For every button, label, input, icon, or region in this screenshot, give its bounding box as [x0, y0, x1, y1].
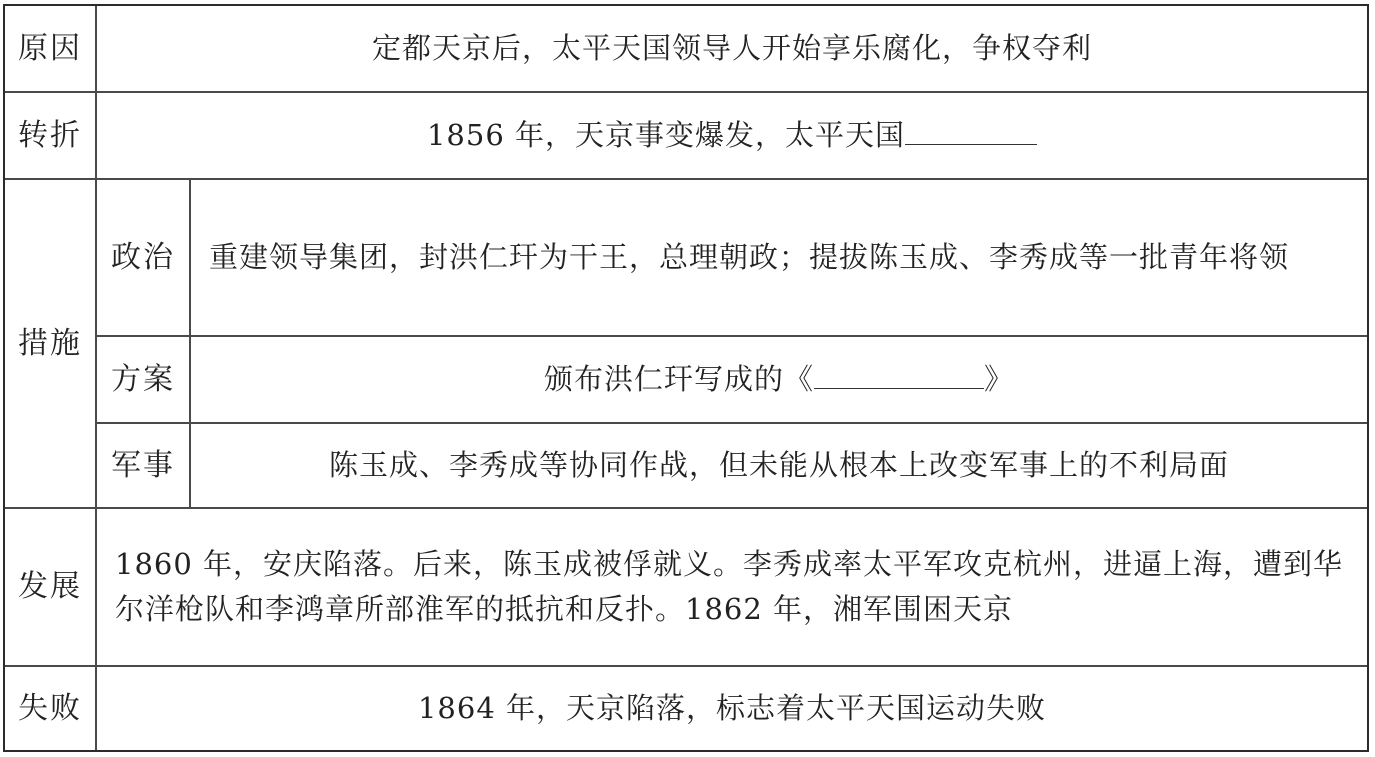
history-table — [3, 4, 1369, 752]
cause-label: 原因 — [18, 30, 82, 66]
cause-content: 定都天京后，太平天国领导人开始享乐腐化，争权夺利 — [371, 31, 1092, 66]
failure-content: 1864 年，天京陷落，标志着太平天国运动失败 — [417, 691, 1047, 726]
plan-content: 颁布洪仁玕写成的《 》 — [191, 337, 1367, 422]
military-content: 陈玉成、李秀成等协同作战，但未能从根本上改变军事上的不利局面 — [328, 448, 1229, 483]
politics-label: 政治 — [111, 239, 175, 275]
plan-label: 方案 — [111, 361, 175, 397]
turning-content: 1856 年，天京事变爆发，太平天国 — [97, 93, 1367, 178]
development-content: 1860 年，安庆陷落。后来，陈玉成被俘就义。李秀成率太平军攻克杭州，进逼上海，遭到华尔洋枪队和李鸿章所部淮军的抵抗和反扑。1862 年，湘军围困天京 — [115, 547, 1344, 626]
answer-blank — [905, 114, 1037, 145]
measures-label: 措施 — [18, 325, 82, 361]
failure-label: 失败 — [18, 690, 82, 726]
development-label: 发展 — [18, 569, 82, 605]
turning-label: 转折 — [18, 117, 82, 153]
military-label: 军事 — [111, 447, 175, 483]
answer-blank — [814, 358, 984, 389]
politics-content: 重建领导集团，封洪仁玕为干王，总理朝政；提拔陈玉成、李秀成等一批青年将领 — [209, 240, 1290, 275]
